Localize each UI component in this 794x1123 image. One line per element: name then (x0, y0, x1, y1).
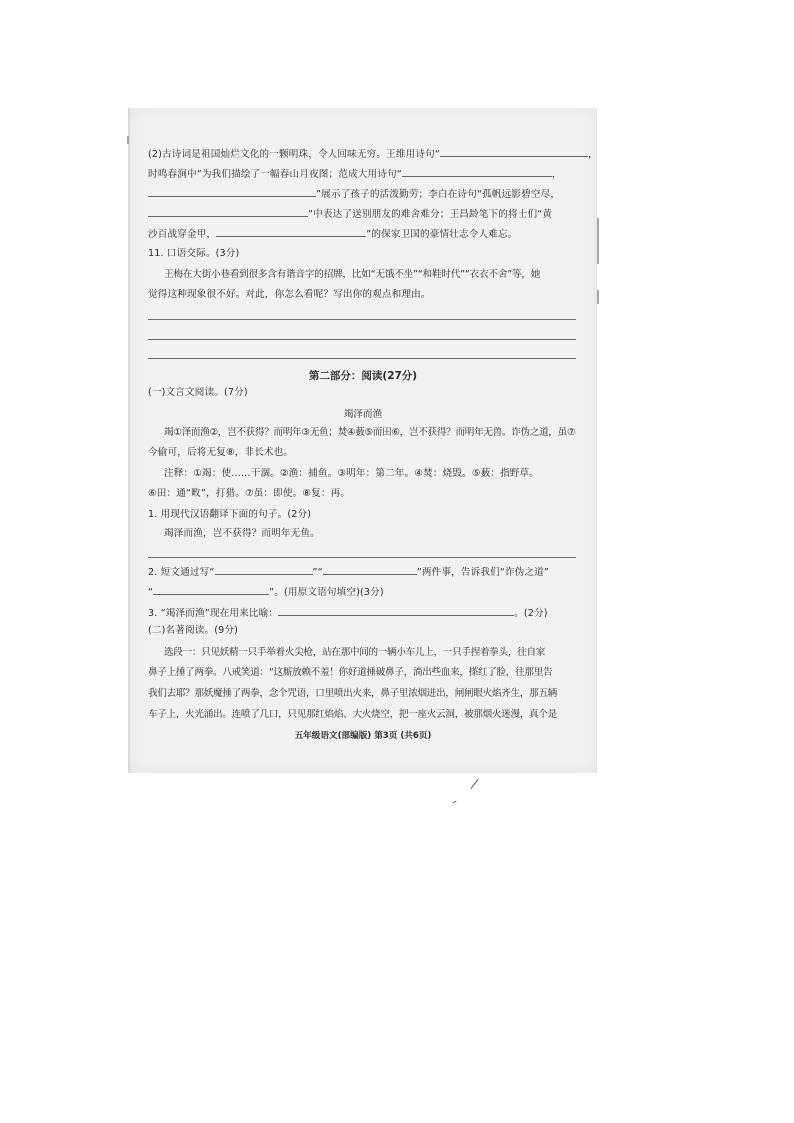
poetry-blank-1[interactable] (440, 146, 588, 157)
q11-answer-line-2[interactable] (148, 339, 576, 340)
classical-q2-blank-2[interactable] (323, 564, 417, 575)
q11-answer-line-3[interactable] (148, 358, 576, 359)
poetry-line-5 (148, 226, 576, 241)
classical-q3-text: 3. “竭泽而渔”现在用来比喻： (148, 608, 279, 619)
classical-text-2: 今偷可，后将无复⑧，非长术也。 (148, 447, 294, 458)
classical-q2-blank-3[interactable] (153, 584, 269, 595)
classical-title: 竭泽而渔 (343, 409, 383, 420)
novel-passage-3: 我们去耶？那妖魔捶了两拳，念个咒语，口里喷出火来，鼻子里浓烟迸出，闸闸眼火焰齐生，那五辆 (148, 688, 557, 699)
poetry-text-2-end: ， (551, 169, 562, 180)
classical-notes-2: ⑥田：通“畋”，打猎。⑦虽：即使。⑧复：再。 (148, 488, 351, 499)
classical-q2-text-a: 2. 短文通过写“ (148, 567, 215, 578)
novel-passage-4: 车子上，火光涌出。连喷了几口，只见那红焰焰、大火烧空，把一座火云洞，被那烟火迷漫，真个是 (148, 709, 557, 720)
classical-q2-line-1 (148, 564, 576, 579)
poetry-text-3: ”展示了孩子的活泼勤劳；李白在诗句“孤帆远影碧空尽， (316, 189, 561, 200)
poetry-line-3 (148, 186, 576, 201)
poetry-blank-4[interactable] (148, 206, 308, 217)
exam-page (128, 108, 597, 773)
classical-q3-line (148, 605, 576, 620)
part2-title: 第二部分：阅读(27分) (308, 370, 418, 382)
poetry-text-5-start: 沙百战穿金甲， (148, 229, 217, 240)
classical-q1-answer-line[interactable] (148, 557, 576, 558)
q11-text-2: 觉得这种现象很不好。对此，你怎么看呢？写出你的观点和理由。 (148, 289, 431, 300)
poetry-blank-2[interactable] (402, 166, 552, 177)
classical-q2-text-b: ”“ (312, 567, 323, 578)
page-footer: 五年级语文(部编版) 第3页 (共6页) (294, 731, 432, 741)
classical-q2-text-c: ”两件事，告诉我们“诈伪之道” (416, 567, 550, 578)
poetry-text-1: (2)古诗词是祖国灿烂文化的一颗明珠，令人回味无穷。王维用诗句“ (148, 149, 440, 160)
classical-q2-line-2 (148, 584, 576, 599)
scan-mark-right (597, 218, 599, 264)
classical-q1-sentence: 竭泽而渔，岂不获得？而明年无鱼。 (164, 528, 320, 539)
stray-dot-mark (453, 801, 457, 804)
novel-heading: (二)名著阅读。(9分) (148, 625, 239, 636)
poetry-line-4 (148, 206, 576, 221)
classical-heading: (一)文言文阅读。(7分) (148, 387, 248, 398)
poetry-text-2: 时鸣春涧中”为我们描绘了一幅春山月夜图；范成大用诗句“ (148, 169, 402, 180)
classical-q3-end: 。(2分) (514, 608, 548, 619)
novel-passage-2: 鼻子上捶了两拳。八戒笑道：“这厮放赖不羞！你好道捶破鼻子，淌出些血来，搽红了脸，往那里告 (148, 667, 553, 678)
classical-text-1: 竭①泽而渔②，岂不获得？而明年③无鱼；焚④薮⑤而田⑥，岂不获得？而明年无兽。诈伪之道，虽⑦ (164, 427, 576, 438)
poetry-blank-5[interactable] (216, 226, 366, 237)
poetry-text-1-end: ， (587, 149, 598, 160)
poetry-line-2 (148, 166, 576, 181)
stray-pen-mark (470, 779, 478, 789)
classical-q2-blank-1[interactable] (215, 564, 313, 575)
q11-answer-line-1[interactable] (148, 319, 576, 320)
q11-text-1: 王梅在大街小巷看到很多含有谐音字的招牌，比如“无饿不坐”“和鞋时代”“衣衣不舍”等，她 (164, 269, 541, 280)
classical-q2-text-d: “ (148, 587, 154, 598)
classical-q3-blank[interactable] (278, 605, 514, 616)
classical-q2-text-e: ”。(用原文语句填空)(3分) (269, 587, 384, 598)
classical-q1: 1. 用现代汉语翻译下面的句子。(2分) (148, 509, 312, 520)
scan-mark-left (127, 136, 129, 144)
q11-heading: 11. 口语交际。(3分) (148, 248, 240, 259)
scan-mark-right-small (597, 290, 599, 304)
classical-notes-1: 注释：①竭：使……干涸。②渔：捕鱼。③明年：第二年。④焚：烧毁。⑤薮：指野草。 (164, 468, 540, 479)
poetry-line-1 (148, 146, 598, 161)
poetry-text-5-end: ”的保家卫国的豪情壮志令人难忘。 (366, 229, 518, 240)
poetry-blank-3[interactable] (148, 186, 316, 197)
novel-passage-1: 选段一：只见妖精一只手举着火尖枪，站在那中间的一辆小车儿上，一只手捏着拳头，往自家 (164, 647, 546, 658)
poetry-text-4: ”中表达了送别朋友的难舍难分；王昌龄笔下的将士们“黄 (308, 209, 553, 220)
